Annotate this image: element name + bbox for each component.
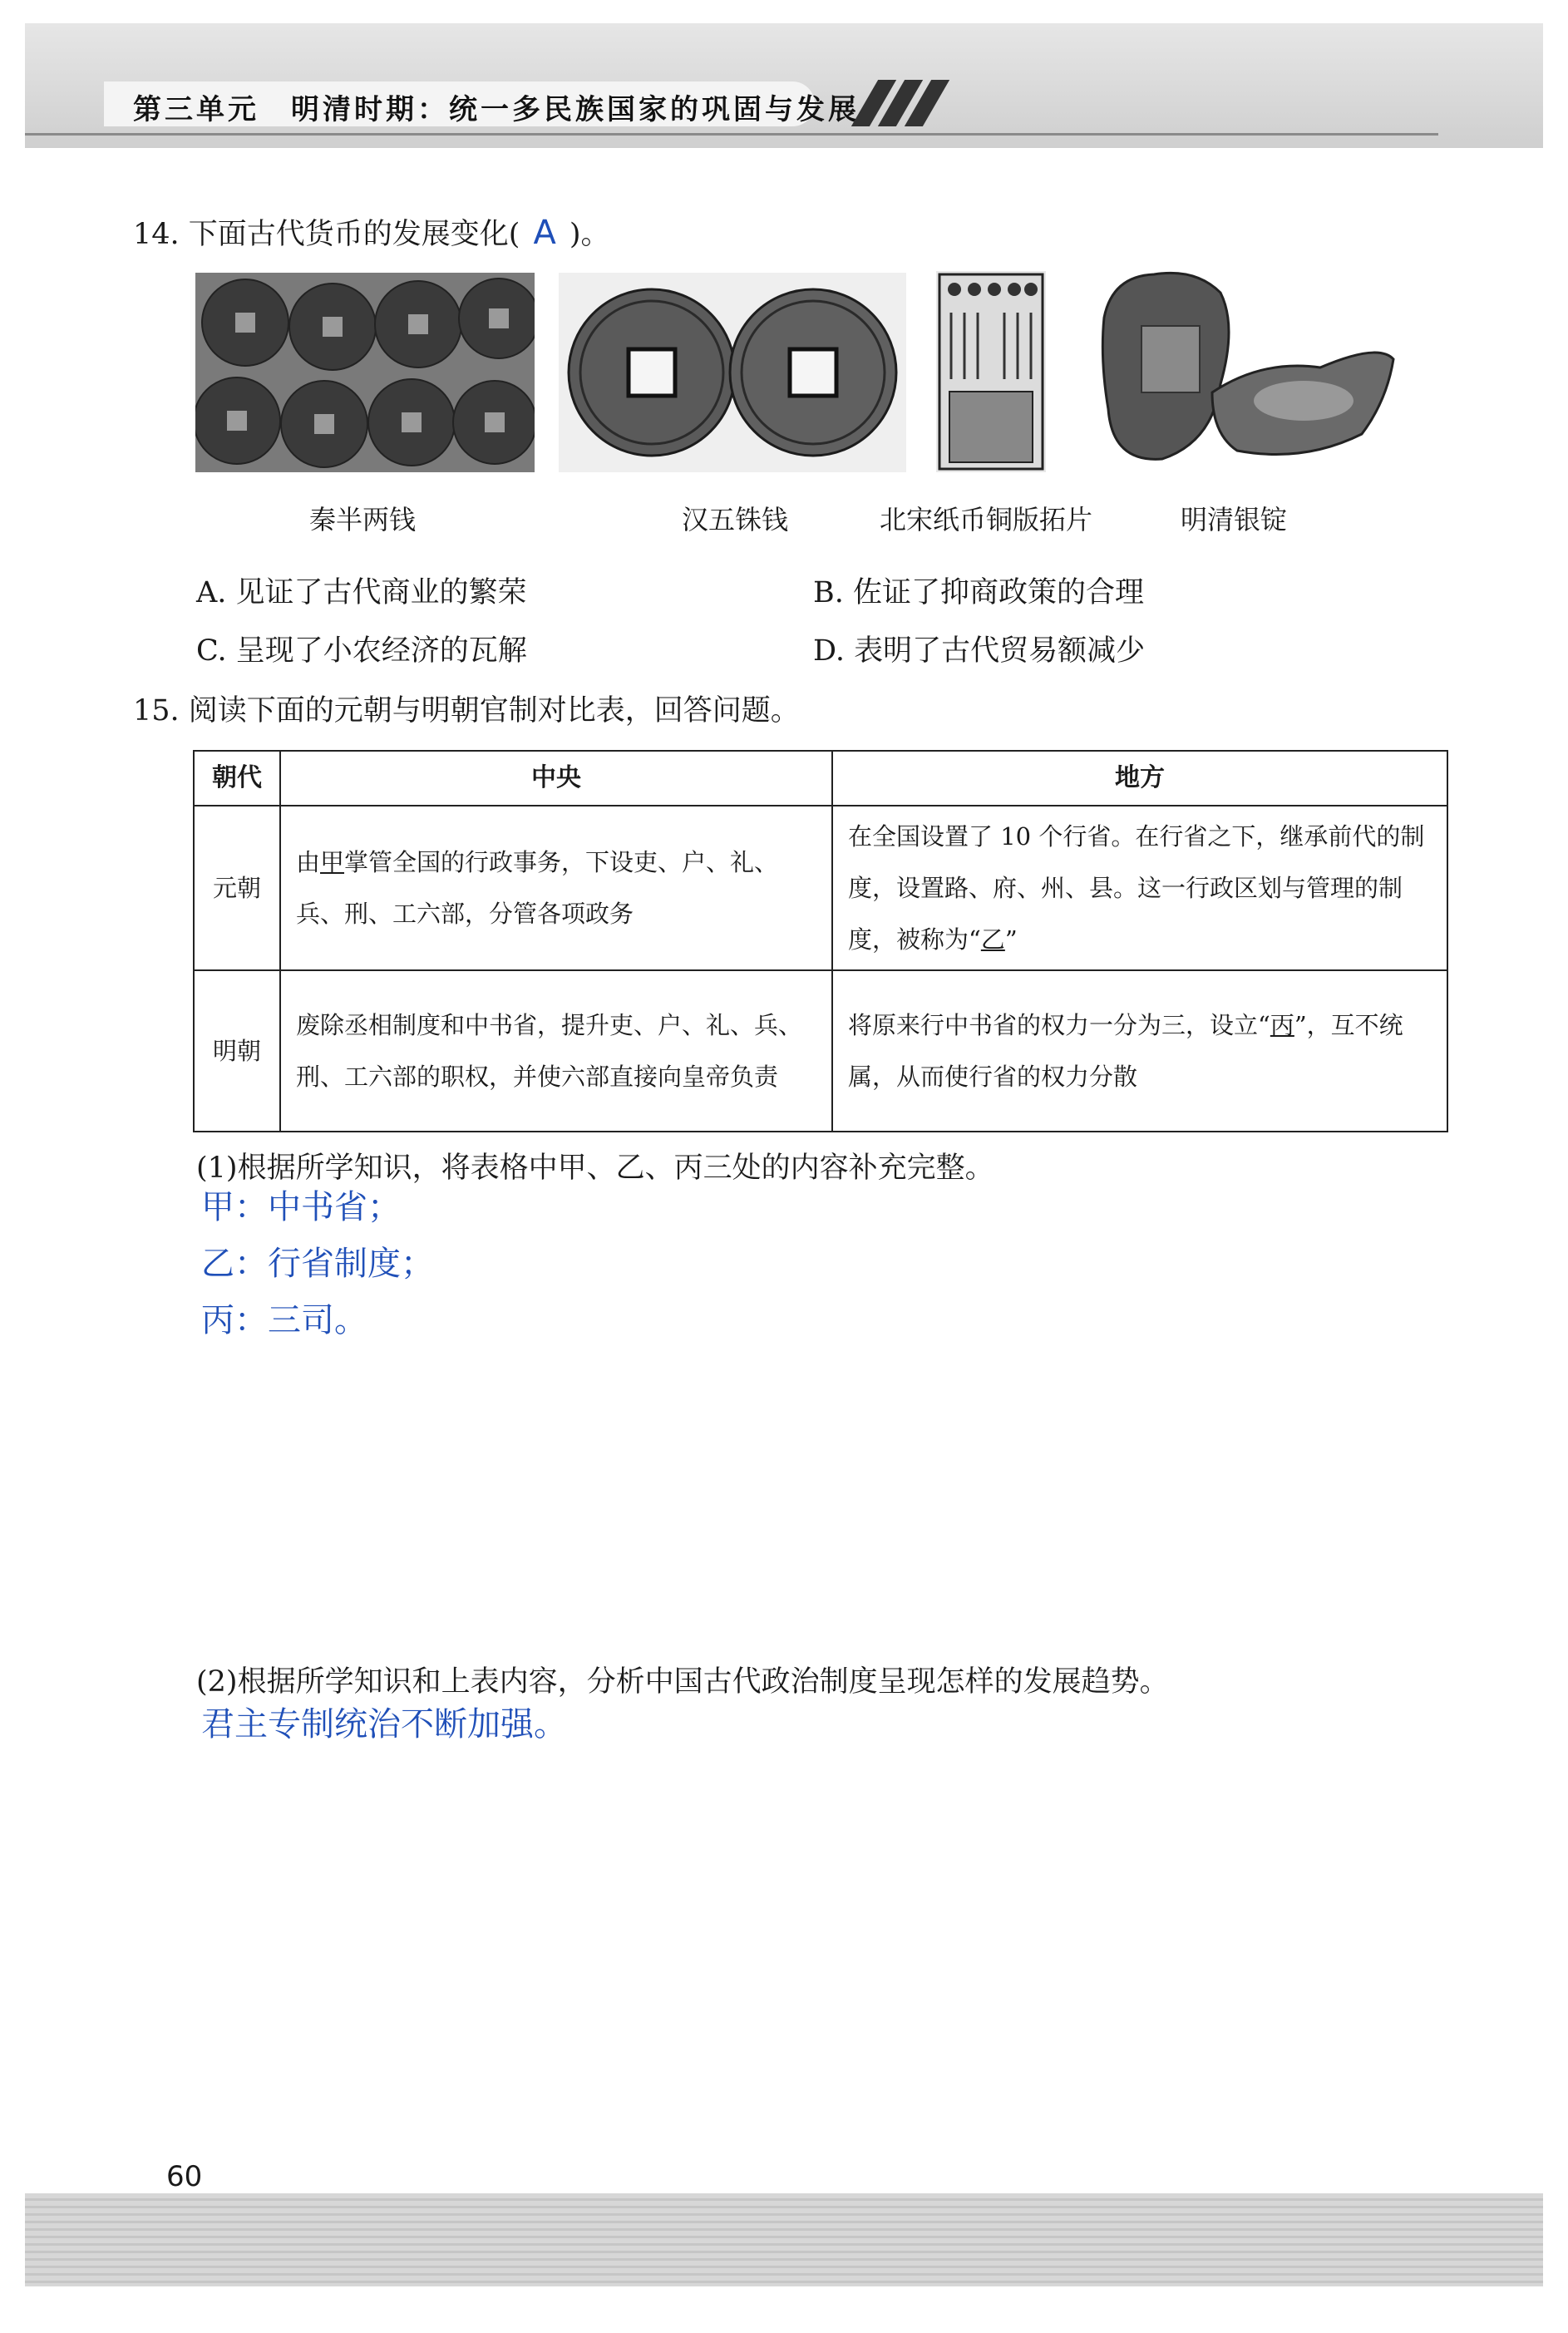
central-cell bbox=[280, 806, 832, 970]
q15-sub2-prompt: (2)根据所学知识和上表内容，分析中国古代政治制度呈现怎样的发展趋势。 bbox=[196, 1665, 1169, 1699]
central-text: 由 bbox=[296, 848, 321, 876]
header-local: 地方 bbox=[832, 751, 1447, 806]
q14-option-d: D. 表明了古代贸易额减少 bbox=[813, 634, 1146, 668]
q14-stem bbox=[133, 213, 609, 253]
q14-stem-suffix: )。 bbox=[569, 218, 610, 251]
local-text: ” bbox=[1004, 925, 1018, 954]
song-paper-money-image bbox=[936, 271, 1046, 472]
local-text: 将原来行中书省的权力一分为三，设立“ bbox=[848, 1011, 1270, 1039]
local-text: ”，互不统属，从而使行省的权力分散 bbox=[848, 1011, 1403, 1091]
caption-han-coins: 汉五铢钱 bbox=[682, 504, 789, 535]
q15-sub1-answer-jia: 甲：中书省； bbox=[201, 1188, 401, 1226]
table-row bbox=[194, 970, 1447, 1132]
q14-option-a: A. 见证了古代商业的繁荣 bbox=[196, 576, 527, 609]
dynasty-cell: 元朝 bbox=[194, 806, 280, 970]
q15-sub1-answer-yi: 乙：行省制度； bbox=[201, 1245, 434, 1283]
han-wuzhu-coins-image bbox=[559, 273, 906, 472]
paper-money-icon bbox=[936, 271, 1046, 472]
central-text: 掌管全国的行政事务，下设吏、户、礼、兵、刑、工六部，分管各项政务 bbox=[296, 848, 779, 928]
q14-stem-prefix: 14. 下面古代货币的发展变化( bbox=[133, 218, 520, 251]
silver-ingot-icon bbox=[1096, 268, 1397, 474]
header-central: 中央 bbox=[280, 751, 832, 806]
local-cell bbox=[832, 970, 1447, 1132]
coin-icon bbox=[559, 273, 906, 472]
q15-sub2-answer: 君主专制统治不断加强。 bbox=[201, 1705, 567, 1744]
official-system-comparison-table bbox=[193, 750, 1448, 1132]
q15-stem: 15. 阅读下面的元朝与明朝官制对比表，回答问题。 bbox=[133, 694, 800, 728]
central-cell: 废除丞相制度和中书省，提升吏、户、礼、兵、刑、工六部的职权，并使六部直接向皇帝负责 bbox=[280, 970, 832, 1132]
dynasty-cell: 明朝 bbox=[194, 970, 280, 1132]
caption-song-paper-money: 北宋纸币铜版拓片 bbox=[880, 504, 1093, 535]
local-text: 在全国设置了 10 个行省。在行省之下，继承前代的制度，设置路、府、州、县。这一行政区划与管理的制度，被称为“ bbox=[848, 822, 1425, 954]
silver-ingots-image bbox=[1096, 268, 1397, 474]
local-cell bbox=[832, 806, 1447, 970]
q14-answer: A bbox=[533, 214, 556, 252]
qin-banliang-coins-image bbox=[195, 273, 535, 472]
blank-bing: 丙 bbox=[1270, 1011, 1294, 1039]
caption-qin-coins: 秦半两钱 bbox=[309, 504, 417, 535]
q14-option-b: B. 佐证了抑商政策的合理 bbox=[813, 576, 1144, 609]
coin-icon bbox=[195, 273, 535, 472]
blank-jia: 甲 bbox=[320, 848, 345, 876]
caption-silver-ingots: 明清银锭 bbox=[1181, 504, 1288, 535]
footer-band bbox=[25, 2193, 1543, 2286]
page-number: 60 bbox=[166, 2160, 203, 2193]
q14-option-c: C. 呈现了小农经济的瓦解 bbox=[196, 634, 527, 668]
table-header-row bbox=[194, 751, 1447, 806]
table-row bbox=[194, 806, 1447, 970]
q15-sub1-answer-bing: 丙：三司。 bbox=[201, 1301, 367, 1339]
header-dynasty: 朝代 bbox=[194, 751, 280, 806]
blank-yi: 乙 bbox=[980, 925, 1005, 954]
q15-sub1-prompt: (1)根据所学知识，将表格中甲、乙、丙三处的内容补充完整。 bbox=[196, 1152, 994, 1185]
header-rule bbox=[25, 133, 1438, 136]
unit-title: 第三单元 明清时期：统一多民族国家的巩固与发展 bbox=[133, 93, 860, 126]
